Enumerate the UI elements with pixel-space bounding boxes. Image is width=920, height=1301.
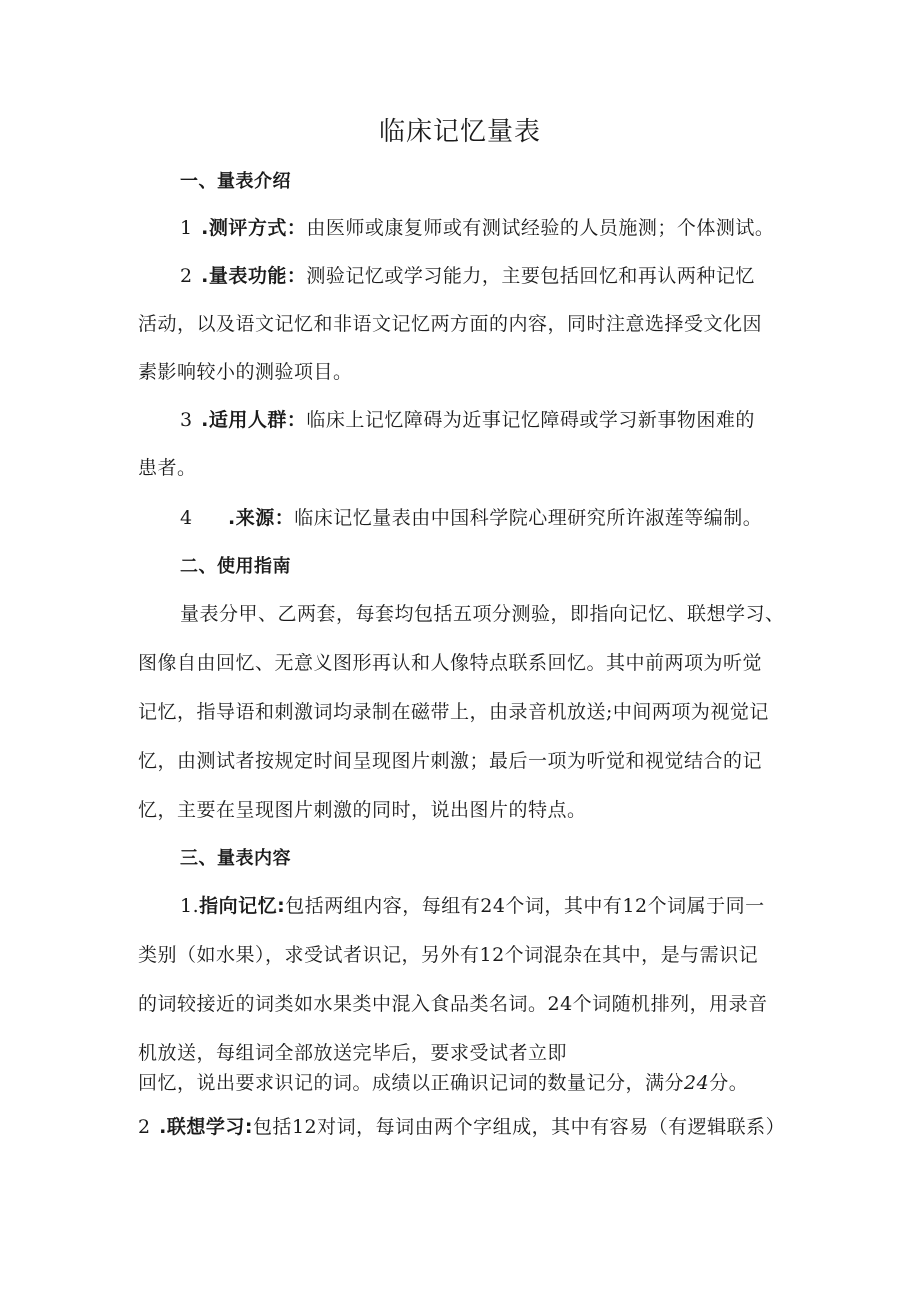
item-text: 由医师或康复师或有测试经验的人员施测；个体测试。 xyxy=(306,217,775,239)
item-text: 临床上记忆障碍为近事记忆障碍或学习新事物困难的 xyxy=(306,409,755,431)
item-number: 2 xyxy=(138,1116,151,1138)
item-number: 2 xyxy=(180,265,193,287)
content-item-directed-memory-line4: 机放送，每组词全部放送完毕后，要求受试者立即 xyxy=(138,1042,568,1064)
guide-paragraph-line1: 量表分甲、乙两套，每套均包括五项分测验，即指向记忆、联想学习、 xyxy=(180,603,785,625)
item-label: .联想学习: xyxy=(159,1116,253,1138)
item-text: 包括两组内容，每组有24个词，其中有12个词属于同一 xyxy=(285,895,765,917)
item-label: .量表功能： xyxy=(201,265,307,287)
item-number: 3 xyxy=(180,409,193,431)
item-label: .测评方式： xyxy=(201,217,307,239)
page-title: 临床记忆量表 xyxy=(378,117,541,147)
item-label: .适用人群： xyxy=(201,409,307,431)
guide-paragraph-line3: 记忆，指导语和刺激词均录制在磁带上，由录音机放送;中间两项为视觉记 xyxy=(138,701,769,723)
item-label: .来源： xyxy=(228,507,295,529)
content-item-directed-memory-line5 xyxy=(138,1071,748,1095)
section-heading-content: 三、量表内容 xyxy=(180,848,291,869)
intro-item-function-line3: 素影响较小的测验项目。 xyxy=(138,361,353,383)
guide-paragraph-line2: 图像自由回忆、无意义图形再认和人像特点联系回忆。其中前两项为听觉 xyxy=(138,652,763,674)
item-text: 临床记忆量表由中国科学院心理研究所许淑莲等编制。 xyxy=(294,507,763,529)
intro-item-population-line2: 患者。 xyxy=(138,457,197,479)
guide-paragraph-line4: 忆，由测试者按规定时间呈现图片刺激；最后一项为听觉和视觉结合的记 xyxy=(138,750,763,772)
line-text: 回忆，说出要求识记的词。成绩以正确识记词的数量记分，满分 xyxy=(138,1072,685,1094)
content-item-directed-memory-line2: 类别（如水果），求受试者识记，另外有12个词混杂在其中，是与需识记 xyxy=(138,944,759,966)
item-number: 4 xyxy=(180,507,193,529)
item-text: 测验记忆或学习能力，主要包括回忆和再认两种记忆 xyxy=(306,265,755,287)
content-item-directed-memory xyxy=(180,894,765,918)
intro-item-function xyxy=(180,264,755,288)
item-number: 1 xyxy=(180,217,193,239)
intro-item-source xyxy=(180,506,762,530)
content-item-associative-learning xyxy=(138,1115,785,1139)
line-text-end: 分。 xyxy=(709,1072,749,1094)
item-number: 1. xyxy=(180,895,200,917)
content-item-directed-memory-line3: 的词较接近的词类如水果类中混入食品类名词。24个词随机排列，用录音 xyxy=(138,993,768,1015)
full-score-value: 24 xyxy=(684,1072,710,1094)
item-label: 指向记忆: xyxy=(199,895,286,917)
item-text: 包括12对词，每词由两个字组成，其中有容易（有逻辑联系） xyxy=(252,1116,786,1138)
intro-item-population xyxy=(180,408,755,432)
intro-item-method xyxy=(180,216,774,240)
guide-paragraph-line5: 忆，主要在呈现图片刺激的同时，说出图片的特点。 xyxy=(138,799,587,821)
section-heading-intro: 一、量表介绍 xyxy=(180,171,291,192)
section-heading-guide: 二、使用指南 xyxy=(180,556,291,577)
intro-item-function-line2: 活动，以及语文记忆和非语文记忆两方面的内容，同时注意选择受文化因 xyxy=(138,313,763,335)
